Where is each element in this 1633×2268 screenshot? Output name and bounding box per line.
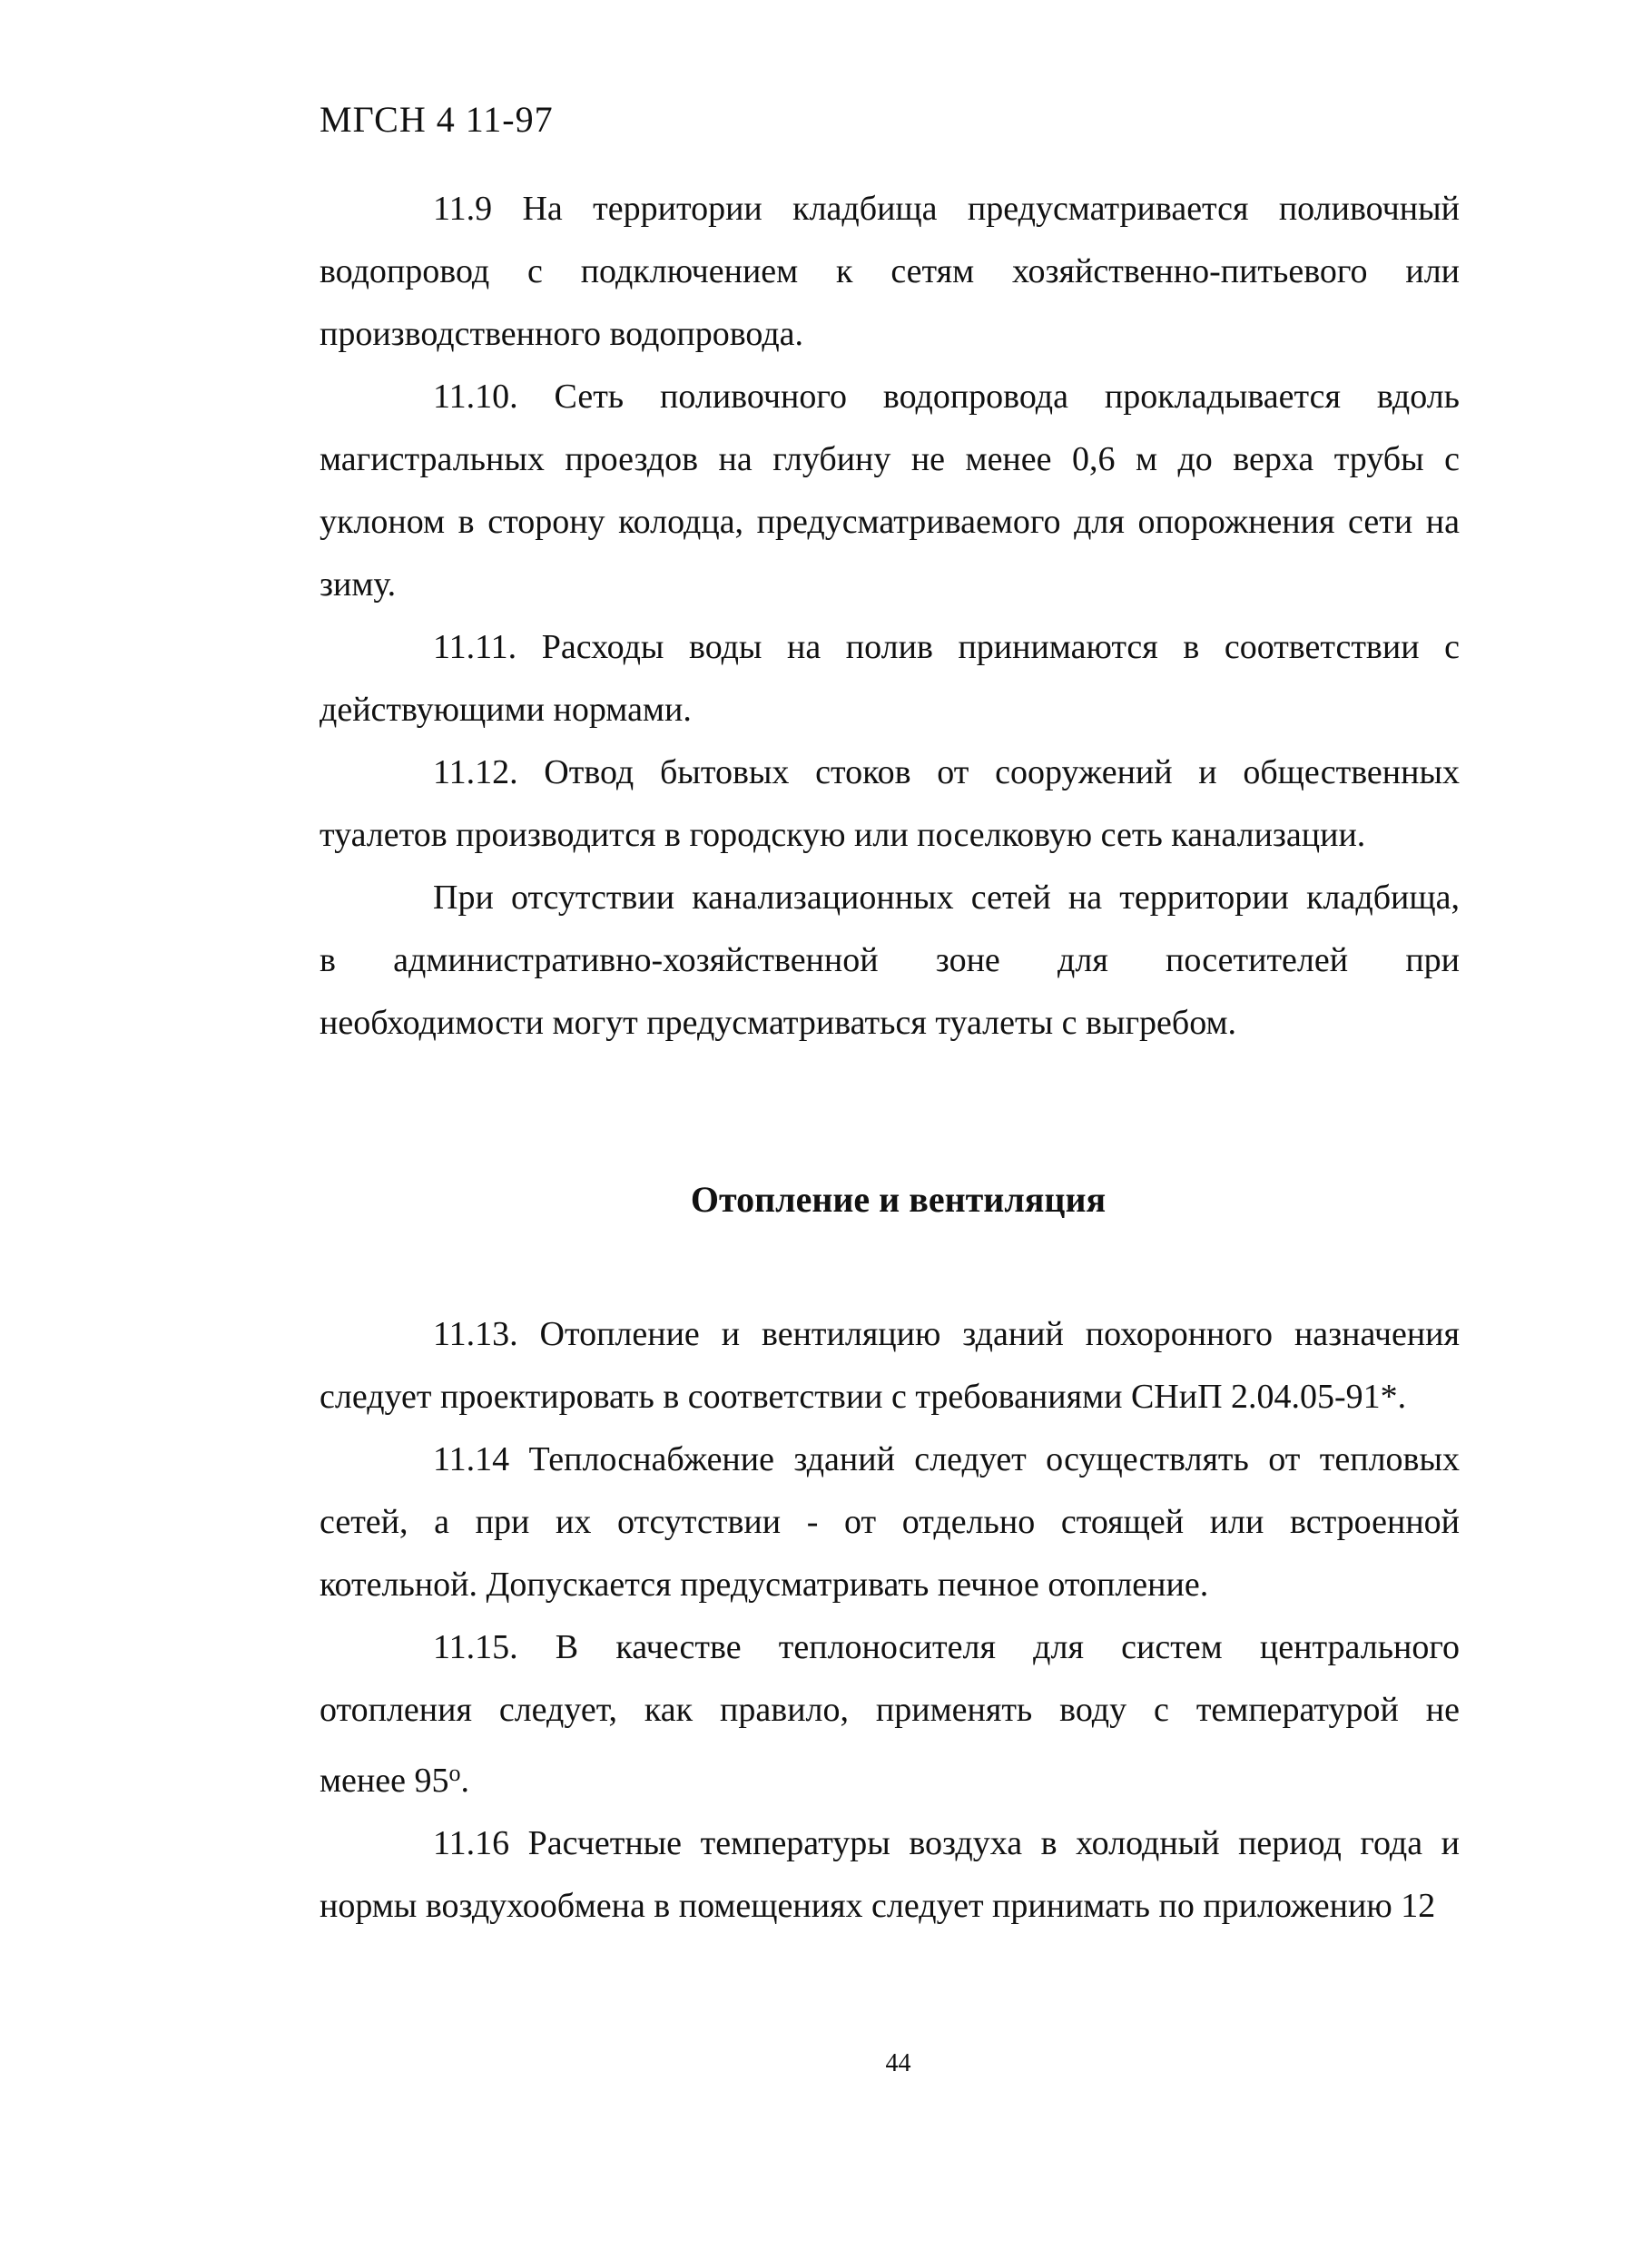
- paragraph-11-11-line-1: 11.11. Расходы воды на полив принимаются в соответствии с: [433, 628, 1460, 666]
- heating-ventilation-section-text: [320, 1303, 1460, 1938]
- paragraph-toilets-line-3: необходимости могут предусматриваться туалеты с выгребом.: [320, 1004, 1237, 1042]
- paragraph-11-13-line-1: 11.13. Отопление и вентиляцию зданий похоронного назначения: [433, 1315, 1460, 1353]
- paragraph-11-10-line-2: магистральных проездов на глубину не менее 0,6 м до верха трубы с: [320, 440, 1460, 478]
- paragraph-11-14-line-3: котельной. Допускается предусматривать печное отопление.: [320, 1566, 1209, 1604]
- degree-mark: о: [448, 1760, 461, 1786]
- paragraph-11-16-line-1: 11.16 Расчетные температуры воздуха в холодный период года и: [433, 1824, 1460, 1862]
- paragraph-11-9-line-3: производственного водопровода.: [320, 315, 804, 353]
- paragraph-11-12-line-2: туалетов производится в городскую или поселковую сеть канализации.: [320, 816, 1366, 854]
- paragraph-11-10-line-1: 11.10. Сеть поливочного водопровода прокладывается вдоль: [433, 378, 1460, 416]
- page-number: 44: [885, 2049, 911, 2077]
- temperature-period: .: [460, 1762, 469, 1800]
- paragraph-11-12-line-1: 11.12. Отвод бытовых стоков от сооружений и общественных: [433, 753, 1460, 791]
- paragraph-11-9-line-2: водопровод с подключением к сетям хозяйственно-питьевого или: [320, 252, 1460, 290]
- paragraph-11-13-line-2: следует проектировать в соответствии с требованиями СНиП 2.04.05-91*.: [320, 1378, 1407, 1416]
- paragraph-11-14-line-1: 11.14 Теплоснабжение зданий следует осуществлять от тепловых: [433, 1440, 1460, 1478]
- paragraph-toilets-line-1: При отсутствии канализационных сетей на территории кладбища,: [433, 879, 1460, 917]
- paragraph-11-15-line-1: 11.15. В качестве теплоносителя для систем центрального: [433, 1628, 1460, 1666]
- paragraph-toilets-line-2: в административно-хозяйственной зоне для посетителей при: [320, 941, 1460, 979]
- section-heading-heating-ventilation: Отопление и вентиляция: [690, 1179, 1107, 1220]
- paragraph-11-15-line-2: отопления следует, как правило, применять воду с температурой не: [320, 1691, 1460, 1729]
- water-supply-section-text: [320, 178, 1460, 1055]
- paragraph-11-16-line-2: нормы воздухообмена в помещениях следует принимать по приложению 12: [320, 1887, 1436, 1925]
- paragraph-11-9-line-1: 11.9 На территории кладбища предусматривается поливочный: [433, 190, 1460, 228]
- paragraph-11-10-line-3: уклоном в сторону колодца, предусматриваемого для опорожнения сети на: [320, 503, 1460, 541]
- paragraph-11-11-line-2: действующими нормами.: [320, 691, 692, 729]
- paragraph-11-15-line-3: [320, 1742, 1460, 1812]
- paragraph-11-10-line-4: зиму.: [320, 565, 397, 604]
- document-code-header: МГСН 4 11-97: [320, 99, 554, 140]
- temperature-text: менее 95: [320, 1762, 449, 1800]
- paragraph-11-14-line-2: сетей, а при их отсутствии - от отдельно стоящей или встроенной: [320, 1503, 1460, 1541]
